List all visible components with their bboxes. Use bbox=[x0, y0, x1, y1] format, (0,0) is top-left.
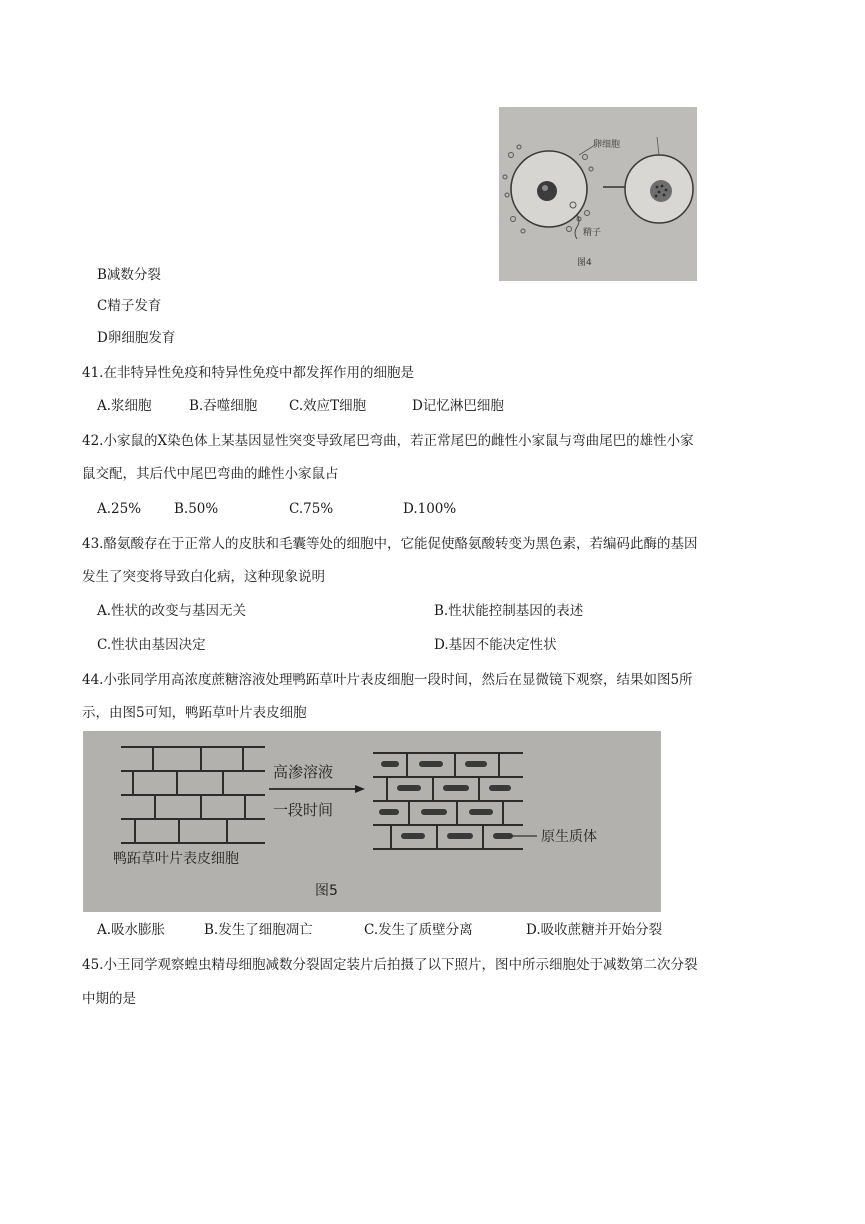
fig5-caption: 图5 bbox=[315, 883, 338, 899]
q41-option-c: C.效应T细胞 bbox=[289, 398, 367, 414]
fig4-egg-label: 卵细胞 bbox=[593, 140, 621, 150]
q42-stem-line1: 42.小家鼠的X染色体上某基因显性突变导致尾巴弯曲，若正常尾巴的雌性小家鼠与弯曲尾巴的雄性小家 bbox=[82, 433, 694, 449]
fig5-arrow-bottom-label: 一段时间 bbox=[273, 801, 334, 819]
fig4-caption: 图4 bbox=[577, 258, 592, 268]
q43-option-b: B.性状能控制基因的表述 bbox=[434, 603, 584, 619]
q42-option-b: B.50% bbox=[174, 501, 219, 517]
q43-stem-line1: 43.酪氨酸存在于正常人的皮肤和毛囊等处的细胞中，它能促使酪氨酸转变为黑色素，若编码此酶的基因 bbox=[82, 536, 698, 552]
q44-option-c: C.发生了质壁分离 bbox=[364, 922, 473, 938]
q42-option-c: C.75% bbox=[289, 501, 334, 517]
q44-option-b: B.发生了细胞凋亡 bbox=[204, 922, 313, 938]
figure-5-image bbox=[83, 731, 661, 912]
q43-option-c: C.性状由基因决定 bbox=[97, 637, 206, 653]
prev-option-c: C精子发育 bbox=[97, 298, 162, 314]
fig4-sperm-label: 精子 bbox=[583, 228, 602, 238]
q44-stem-line1: 44.小张同学用高浓度蔗糖溶液处理鸭跖草叶片表皮细胞一段时间，然后在显微镜下观察，结果如图5所 bbox=[82, 672, 693, 688]
q44-option-d: D.吸收蔗糖并开始分裂 bbox=[526, 922, 663, 938]
q45-stem-line2: 中期的是 bbox=[82, 991, 136, 1007]
q44-option-a: A.吸水膨胀 bbox=[97, 922, 166, 938]
fig5-arrow-top-label: 高渗溶液 bbox=[273, 763, 334, 781]
q42-option-d: D.100% bbox=[403, 501, 457, 517]
prev-option-d: D卵细胞发育 bbox=[97, 330, 176, 346]
q42-option-a: A.25% bbox=[97, 501, 142, 517]
fig5-right-label: 原生质体 bbox=[541, 829, 597, 845]
prev-option-b: B减数分裂 bbox=[97, 267, 161, 283]
q43-stem-line2: 发生了突变将导致白化病，这种现象说明 bbox=[82, 569, 325, 585]
q41-option-b: B.吞噬细胞 bbox=[189, 398, 258, 414]
q41-option-a: A.浆细胞 bbox=[97, 398, 152, 414]
q41-option-d: D记忆淋巴细胞 bbox=[412, 398, 504, 414]
q43-option-a: A.性状的改变与基因无关 bbox=[97, 603, 247, 619]
fig5-left-label: 鸭跖草叶片表皮细胞 bbox=[113, 851, 239, 867]
figure-4-image bbox=[499, 107, 697, 281]
q41-stem: 41.在非特异性免疫和特异性免疫中都发挥作用的细胞是 bbox=[82, 365, 414, 381]
q43-option-d: D.基因不能决定性状 bbox=[434, 637, 557, 653]
q44-stem-line2: 示，由图5可知，鸭跖草叶片表皮细胞 bbox=[82, 705, 307, 721]
q42-stem-line2: 鼠交配，其后代中尾巴弯曲的雌性小家鼠占 bbox=[82, 466, 339, 482]
q45-stem-line1: 45.小王同学观察蝗虫精母细胞减数分裂固定装片后拍摄了以下照片，图中所示细胞处于减数第二次分裂 bbox=[82, 957, 698, 973]
